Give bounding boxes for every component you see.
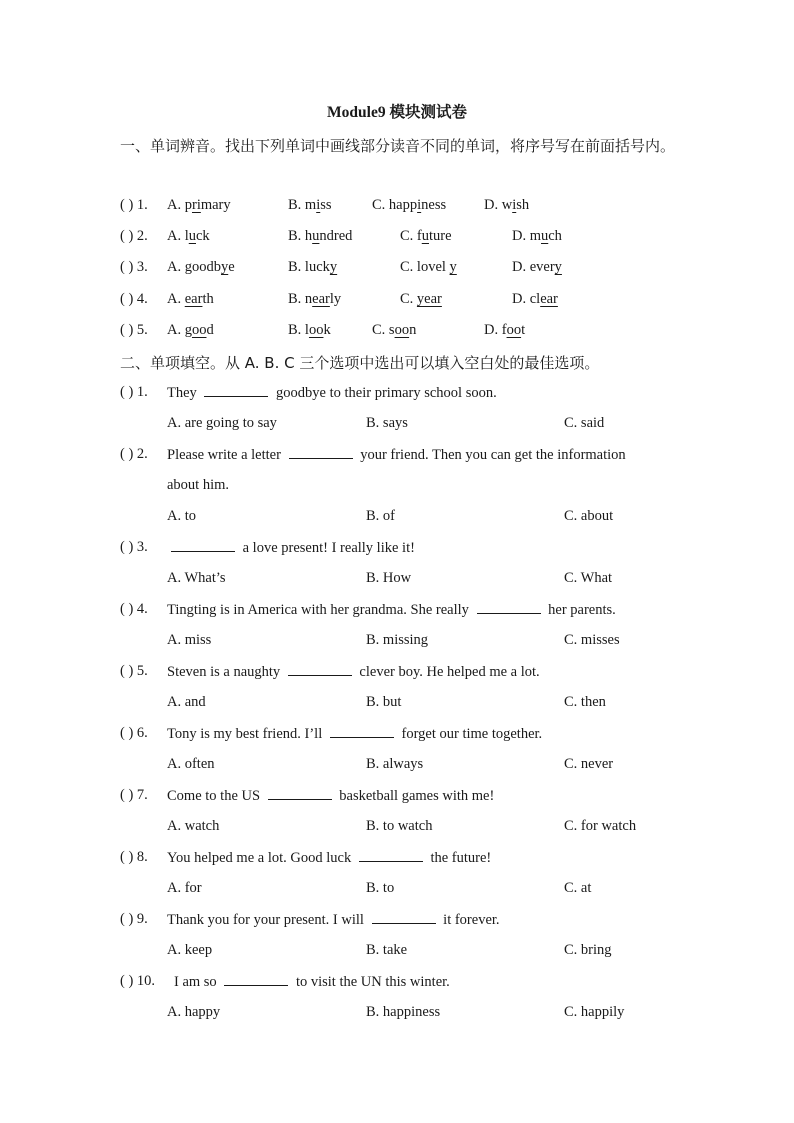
- answer-paren: ( ) 4.: [120, 601, 148, 617]
- answer-paren: ( ) 9.: [120, 911, 148, 927]
- underlined-part: i: [417, 197, 422, 213]
- underlined-part: ear: [312, 291, 330, 307]
- options-row: [0, 694, 794, 716]
- options-row: [0, 415, 794, 437]
- option-a: A. watch: [167, 818, 220, 834]
- option-b: B. take: [366, 942, 408, 958]
- option-b: B. says: [366, 415, 408, 431]
- blank-line: [171, 539, 235, 552]
- option-c: C. lovel y: [400, 259, 457, 275]
- option-c: C. future: [400, 228, 452, 244]
- option-d: D. much: [512, 228, 562, 244]
- question-row: [0, 849, 794, 871]
- blank-line: [224, 973, 288, 986]
- underlined-part: u: [541, 228, 549, 244]
- options-row: [0, 1004, 794, 1026]
- phonics-row: [0, 322, 794, 344]
- option-b: B. hundred: [288, 228, 353, 244]
- section1-heading: 一、单词辨音。找出下列单词中画线部分读音不同的单词，将序号写在前面括号内。: [120, 137, 676, 155]
- option-a: A. luck: [167, 228, 210, 244]
- answer-paren: ( ) 3.: [120, 259, 148, 275]
- answer-paren: ( ) 7.: [120, 787, 148, 803]
- options-row: [0, 942, 794, 964]
- answer-paren: ( ) 10.: [120, 973, 156, 989]
- page-title: Module9 模块测试卷: [327, 104, 467, 121]
- option-a: A. to: [167, 508, 196, 524]
- question-row: [0, 601, 794, 623]
- underlined-part: year: [416, 291, 442, 307]
- option-c: C. at: [564, 880, 592, 896]
- option-c: C. about: [564, 508, 614, 524]
- option-a: A. good: [167, 322, 214, 338]
- option-b: B. always: [366, 756, 424, 772]
- answer-paren: ( ) 5.: [120, 322, 148, 338]
- blank-line: [289, 446, 353, 459]
- option-c: C. happily: [564, 1004, 625, 1020]
- blank-line: [330, 725, 394, 738]
- question-stem: Please write a letter your friend. Then you can get the information: [167, 447, 626, 463]
- underlined-part: u: [421, 228, 429, 244]
- question-stem: a love present! I really like it!: [167, 539, 415, 557]
- option-c: C. soon: [372, 322, 417, 338]
- option-c: C. happiness: [372, 197, 447, 213]
- underlined-part: ri: [191, 197, 201, 213]
- blank-line: [477, 601, 541, 614]
- question-row: [0, 384, 794, 406]
- option-a: A. keep: [167, 942, 213, 958]
- underlined-part: oo: [191, 322, 207, 338]
- option-a: A. earth: [167, 291, 214, 307]
- option-c: C. What: [564, 570, 613, 586]
- question-row: [0, 973, 794, 995]
- blank-line: [268, 787, 332, 800]
- question-stem: They goodbye to their primary school soon.: [167, 385, 497, 401]
- phonics-row: [0, 259, 794, 281]
- underlined-part: y: [329, 259, 338, 275]
- option-b: B. look: [288, 322, 331, 338]
- question-row: [0, 663, 794, 685]
- option-c: C. said: [564, 415, 605, 431]
- question-continuation: [0, 477, 794, 499]
- section2-heading: 二、单项填空。从 A. B. C 三个选项中选出可以填入空白处的最佳选项。: [120, 354, 600, 372]
- options-row: [0, 818, 794, 840]
- underlined-part: oo: [308, 322, 324, 338]
- question-row: [0, 539, 794, 561]
- question-stem: I am so to visit the UN this winter.: [174, 974, 450, 990]
- option-c: C. misses: [564, 632, 620, 648]
- option-b: B. happiness: [366, 1004, 441, 1020]
- option-b: B. to: [366, 880, 395, 896]
- option-a: A. happy: [167, 1004, 221, 1020]
- phonics-row: [0, 291, 794, 313]
- underlined-part: u: [312, 228, 320, 244]
- underlined-part: ear: [540, 291, 558, 307]
- question-stem: Thank you for your present. I will it forever.: [167, 912, 500, 928]
- option-b: B. of: [366, 508, 395, 524]
- option-d: D. every: [512, 259, 562, 275]
- answer-paren: ( ) 4.: [120, 291, 148, 307]
- option-a: A. What’s: [167, 570, 226, 586]
- answer-paren: ( ) 8.: [120, 849, 148, 865]
- underlined-part: oo: [394, 322, 410, 338]
- underlined-part: y: [220, 259, 229, 275]
- option-a: A. and: [167, 694, 206, 710]
- question-stem: You helped me a lot. Good luck the future!: [167, 850, 492, 866]
- option-b: B. missing: [366, 632, 429, 648]
- answer-paren: ( ) 6.: [120, 725, 148, 741]
- option-a: A. often: [167, 756, 215, 772]
- question-row: [0, 725, 794, 747]
- blank-line: [372, 911, 436, 924]
- question-row: [0, 446, 794, 468]
- option-b: B. to watch: [366, 818, 433, 834]
- option-d: D. foot: [484, 322, 526, 338]
- question-stem: Steven is a naughty clever boy. He helped me a lot.: [167, 664, 540, 680]
- option-c: C. then: [564, 694, 606, 710]
- option-b: B. but: [366, 694, 402, 710]
- option-a: A. goodbye: [167, 259, 235, 275]
- underlined-part: i: [316, 197, 321, 213]
- phonics-row: [0, 197, 794, 219]
- option-b: B. nearly: [288, 291, 342, 307]
- option-c: C. for watch: [564, 818, 637, 834]
- question-stem: Tingting is in America with her grandma. She really her parents.: [167, 602, 616, 618]
- option-b: B. lucky: [288, 259, 338, 275]
- answer-paren: ( ) 5.: [120, 663, 148, 679]
- underlined-part: oo: [506, 322, 522, 338]
- continuation-text: about him.: [167, 477, 230, 493]
- underlined-part: y: [554, 259, 562, 275]
- option-d: D. clear: [512, 291, 558, 307]
- option-a: A. miss: [167, 632, 212, 648]
- question-stem: Come to the US basketball games with me!: [167, 788, 495, 804]
- answer-paren: ( ) 3.: [120, 539, 148, 555]
- underlined-part: ear: [184, 291, 203, 307]
- question-row: [0, 787, 794, 809]
- options-row: [0, 570, 794, 592]
- option-b: B. miss: [288, 197, 332, 213]
- blank-line: [204, 384, 268, 397]
- answer-paren: ( ) 2.: [120, 228, 148, 244]
- underlined-part: u: [188, 228, 196, 244]
- answer-paren: ( ) 1.: [120, 197, 148, 213]
- underlined-part: i: [512, 197, 517, 213]
- option-d: D. wish: [484, 197, 530, 213]
- question-stem: Tony is my best friend. I’ll forget our time together.: [167, 726, 543, 742]
- option-c: C. bring: [564, 942, 612, 958]
- options-row: [0, 632, 794, 654]
- answer-paren: ( ) 2.: [120, 446, 148, 462]
- option-b: B. How: [366, 570, 412, 586]
- option-a: A. are going to say: [167, 415, 277, 431]
- blank-line: [288, 663, 352, 676]
- blank-line: [359, 849, 423, 862]
- question-row: [0, 911, 794, 933]
- underlined-part: y: [449, 259, 457, 275]
- option-a: A. primary: [167, 197, 231, 213]
- answer-paren: ( ) 1.: [120, 384, 148, 400]
- option-c: C. never: [564, 756, 614, 772]
- options-row: [0, 508, 794, 530]
- phonics-row: [0, 228, 794, 250]
- option-c: C. year: [400, 291, 442, 307]
- option-a: A. for: [167, 880, 202, 896]
- options-row: [0, 880, 794, 902]
- options-row: [0, 756, 794, 778]
